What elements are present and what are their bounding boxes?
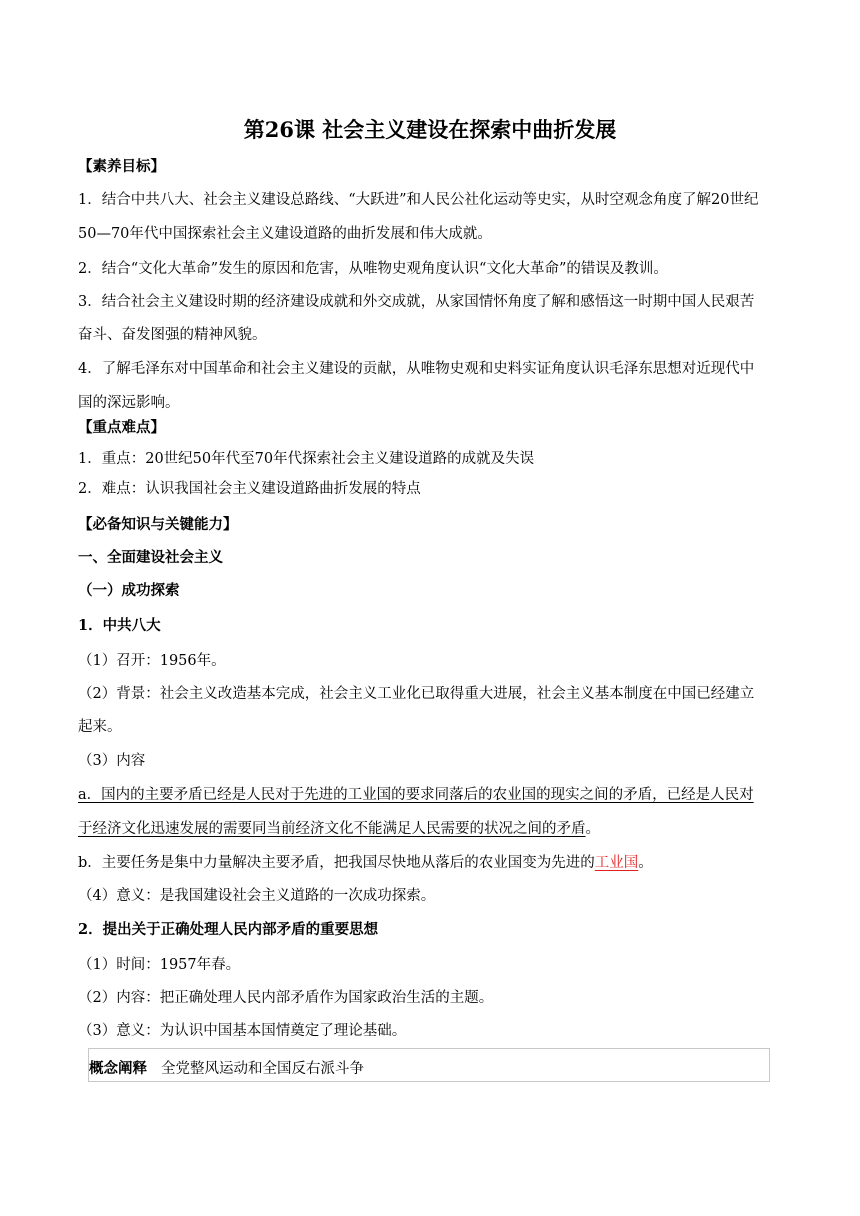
- punctuation: 。: [638, 855, 653, 871]
- section-heading-knowledge: 【必备知识与关键能力】: [78, 516, 238, 533]
- concept-box-label: 概念阐释: [89, 1060, 147, 1077]
- item-1-content-a-line-1: a．国内的主要矛盾已经是人民对于先进的工业国的要求同落后的农业国的现实之间的矛盾，已经是人民对: [78, 787, 754, 803]
- goal-3-line-1: 3．结合社会主义建设时期的经济建设成就和外交成就，从家国情怀角度了解和感悟这一时期中国人民艰苦: [78, 294, 755, 310]
- goal-4-line-2: 国的深远影响。: [78, 395, 180, 411]
- key-point-2: 2．难点：认识我国社会主义建设道路曲折发展的特点: [78, 481, 421, 497]
- key-point-1: 1．重点：20世纪50年代至70年代探索社会主义建设道路的成就及失误: [78, 451, 535, 467]
- item-1-point-2-line-2: 起来。: [78, 719, 122, 735]
- section-heading-key-points: 【重点难点】: [78, 419, 165, 436]
- part-heading-1: 一、全面建设社会主义: [78, 549, 223, 566]
- item-heading-2: 2．提出关于正确处理人民内部矛盾的重要思想: [78, 921, 379, 938]
- subpart-heading-1: （一）成功探索: [78, 582, 180, 599]
- page-title: 第26课 社会主义建设在探索中曲折发展: [243, 117, 617, 142]
- item-1-point-1: （1）召开：1956年。: [78, 653, 226, 669]
- concept-box-content: [89, 1057, 364, 1078]
- item-1-point-3: （3）内容: [78, 753, 146, 769]
- punctuation: 。: [585, 821, 600, 837]
- item-2-point-2: （2）内容：把正确处理人民内部矛盾作为国家政治生活的主题。: [78, 990, 494, 1006]
- item-1-content-a-line-2: [78, 819, 788, 839]
- item-1-content-b: [78, 853, 788, 873]
- underlined-text: 于经济文化迅速发展的需要同当前经济文化不能满足人民需要的状况之间的矛盾: [78, 821, 586, 837]
- highlighted-text: 工业国: [594, 855, 639, 871]
- goal-1-line-2: 50—70年代中国探索社会主义建设道路的曲折发展和伟大成就。: [78, 226, 492, 242]
- goal-4-line-1: 4．了解毛泽东对中国革命和社会主义建设的贡献，从唯物史观和史料实证角度认识毛泽东思想对近现代中: [78, 361, 755, 377]
- goal-3-line-2: 奋斗、奋发图强的精神风貌。: [78, 327, 267, 343]
- item-2-point-3: （3）意义：为认识中国基本国情奠定了理论基础。: [78, 1023, 407, 1039]
- concept-box-text: 全党整风运动和全国反右派斗争: [161, 1061, 364, 1077]
- section-heading-goals: 【素养目标】: [78, 158, 165, 175]
- item-heading-1: 1．中共八大: [78, 617, 161, 634]
- item-1-point-2-line-1: （2）背景：社会主义改造基本完成，社会主义工业化已取得重大进展，社会主义基本制度在中国已经建立: [78, 686, 755, 702]
- goal-1-line-1: 1．结合中共八大、社会主义建设总路线、“大跃进”和人民公社化运动等史实，从时空观念角度了解20世纪: [78, 192, 759, 208]
- concept-box: [88, 1048, 770, 1082]
- goal-2: 2．结合“文化大革命”发生的原因和危害，从唯物史观角度认识“文化大革命”的错误及教训。: [78, 261, 668, 277]
- item-2-point-1: （1）时间：1957年春。: [78, 957, 241, 973]
- content-b-text: b．主要任务是集中力量解决主要矛盾，把我国尽快地从落后的农业国变为先进的: [78, 855, 595, 871]
- item-1-point-4: （4）意义：是我国建设社会主义道路的一次成功探索。: [78, 888, 436, 904]
